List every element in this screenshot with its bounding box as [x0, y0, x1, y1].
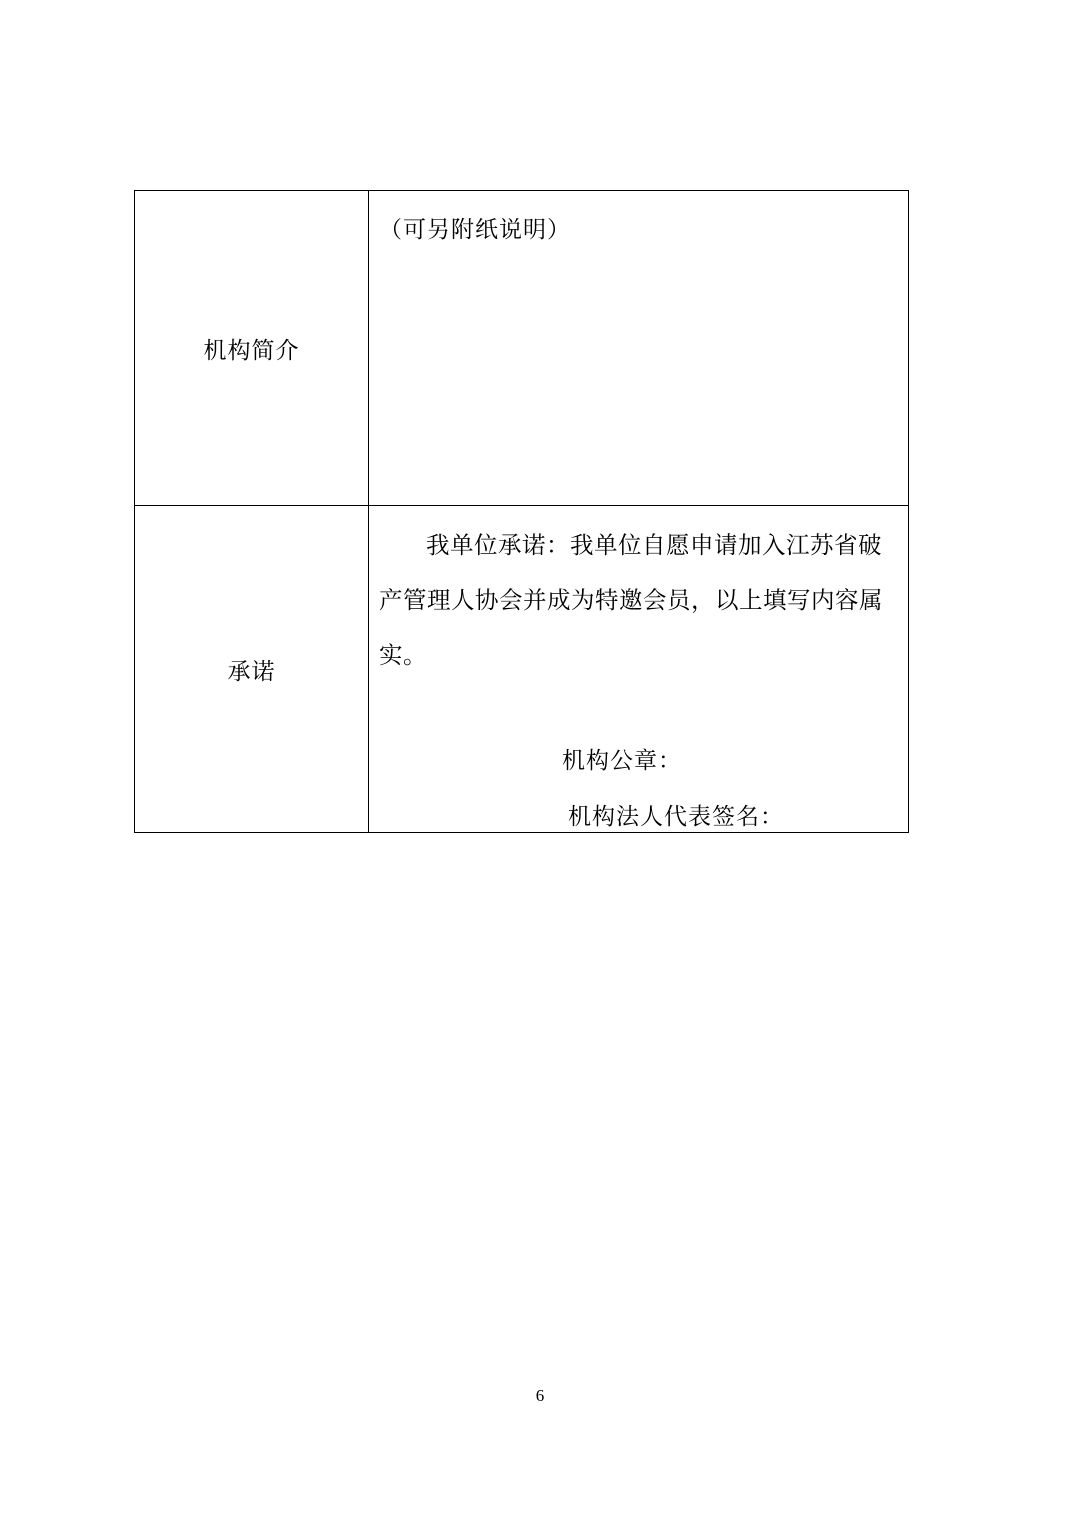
commitment-statement: 我单位承诺：我单位自愿申请加入江苏省破产管理人协会并成为特邀会员，以上填写内容属实。 [379, 531, 883, 669]
intro-label: 机构简介 [135, 191, 369, 506]
intro-field[interactable] [369, 191, 909, 506]
commitment-content [369, 506, 909, 833]
commitment-row [135, 506, 909, 833]
intro-hint: （可另附纸说明） [379, 217, 571, 243]
seal-label: 机构公章： [562, 748, 682, 774]
membership-form-table [134, 190, 909, 833]
commitment-label: 承诺 [135, 506, 369, 833]
intro-row [135, 191, 909, 506]
signature-label: 机构法人代表签名： [568, 804, 784, 830]
page-number: 6 [535, 1386, 545, 1405]
